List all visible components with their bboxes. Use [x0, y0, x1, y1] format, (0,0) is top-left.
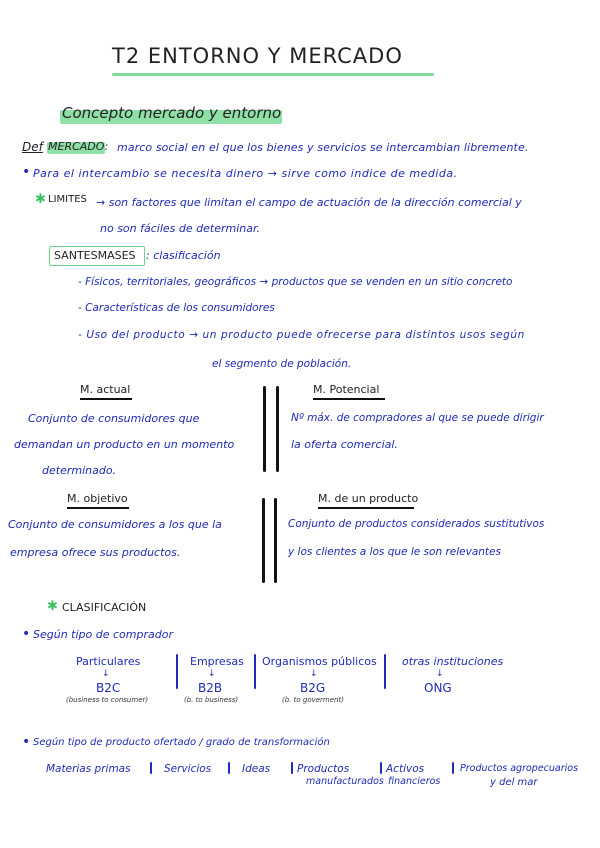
title-underline [112, 73, 434, 76]
producto-item-3: Ideas [242, 763, 271, 775]
def-term: MERCADO: [48, 140, 109, 153]
santesmases-item-3: - Uso del producto → un producto puede ofrecerse para distintos usos según [78, 329, 525, 341]
producto-item-5b: financieros [388, 776, 441, 787]
def-bullet1: Para el intercambio se necesita dinero → sirve como indice de medida. [33, 167, 458, 180]
comprador-divider-3 [384, 654, 386, 689]
producto-heading: Según tipo de producto ofertado / grado de transformación [33, 737, 330, 748]
m-objetivo-underline [67, 507, 129, 509]
page-title: T2 ENTORNO Y MERCADO [112, 44, 403, 68]
producto-item-4a: Productos [297, 763, 350, 775]
producto-divider-1 [150, 762, 152, 774]
m-objetivo-line-1: Conjunto de consumidores a los que la [8, 518, 222, 531]
producto-item-6b: y del mar [490, 777, 538, 788]
m-objetivo-title: M. objetivo [67, 492, 128, 505]
producto-divider-5 [452, 762, 454, 774]
m-actual-underline [80, 398, 132, 400]
producto-divider-4 [380, 762, 382, 774]
m-producto-line-1: Conjunto de productos considerados sustitutivos [288, 518, 545, 530]
santesmases-item-3-cont: el segmento de población. [212, 358, 352, 370]
comprador-code-3: B2G [300, 681, 326, 695]
m-potencial-line-1: Nº máx. de compradores al que se puede dirigir [291, 412, 544, 424]
comprador-note-1: (business to consumer) [66, 696, 149, 704]
comprador-code-1: B2C [96, 681, 121, 695]
m-producto-line-2: y los clientes a los que le son relevantes [288, 546, 501, 558]
producto-item-4b: manufacturados [306, 776, 384, 787]
comprador-note-3: (b. to goverment) [282, 696, 344, 704]
bullet-dot: • [22, 734, 31, 750]
comprador-name-3: Organismos públicos [262, 655, 377, 668]
bullet-dot: • [22, 626, 31, 642]
m-objetivo-line-2: empresa ofrece sus productos. [10, 546, 181, 559]
producto-item-2: Servicios [164, 763, 212, 775]
comprador-code-4: ONG [424, 681, 452, 695]
m-actual-line-2: demandan un producto en un momento [14, 438, 235, 451]
comprador-code-2: B2B [198, 681, 223, 695]
star-icon: ✱ [47, 599, 58, 614]
producto-item-6a: Productos agropecuarios [460, 763, 579, 774]
santesmases-item-1: - Físicos, territoriales, geográficos → productos que se venden en un sitio concreto [78, 276, 513, 288]
limites-text-2: no son fáciles de determinar. [100, 222, 260, 235]
clasificacion-label: CLASIFICACIÓN [62, 601, 147, 614]
comprador-arrow-4: ↓ [436, 669, 444, 679]
comprador-name-2: Empresas [190, 655, 244, 668]
santesmases-item-2: - Características de los consumidores [78, 302, 275, 314]
producto-item-1: Materias primas [46, 763, 131, 775]
m-actual-line-3: determinado. [42, 464, 117, 477]
comprador-name-4: otras instituciones [402, 655, 504, 668]
comprador-arrow-1: ↓ [102, 669, 110, 679]
star-icon: ✱ [35, 192, 46, 207]
def-label: Def [22, 140, 43, 154]
producto-divider-2 [228, 762, 230, 774]
comprador-divider-1 [176, 654, 178, 689]
limites-text-1: → son factores que limitan el campo de actuación de la dirección comercial y [96, 196, 522, 209]
comprador-arrow-3: ↓ [310, 669, 318, 679]
comprador-heading: Según tipo de comprador [33, 628, 173, 641]
bullet-dot: • [22, 164, 31, 180]
divider-bar-1b [276, 386, 279, 472]
def-text: marco social en el que los bienes y servicios se intercambian libremente. [117, 141, 529, 154]
santesmases-text: : clasificación [146, 249, 221, 262]
limites-label: LIMITES [48, 194, 87, 205]
divider-bar-2b [274, 498, 277, 583]
santesmases-label: SANTESMASES [54, 249, 136, 262]
comprador-note-2: (b. to business) [184, 696, 239, 704]
m-actual-line-1: Conjunto de consumidores que [28, 412, 200, 425]
m-actual-title: M. actual [80, 383, 131, 396]
m-producto-title: M. de un producto [318, 492, 419, 505]
m-potencial-title: M. Potencial [313, 383, 380, 396]
m-potencial-line-2: la oferta comercial. [291, 438, 398, 451]
producto-divider-3 [291, 762, 293, 774]
producto-item-5a: Activos [386, 763, 425, 775]
divider-bar-1a [263, 386, 266, 472]
m-producto-underline [318, 507, 414, 509]
m-potencial-underline [313, 398, 385, 400]
divider-bar-2a [262, 498, 265, 583]
comprador-arrow-2: ↓ [208, 669, 216, 679]
section-heading: Concepto mercado y entorno [62, 104, 282, 122]
comprador-divider-2 [254, 654, 256, 689]
comprador-name-1: Particulares [76, 655, 141, 668]
